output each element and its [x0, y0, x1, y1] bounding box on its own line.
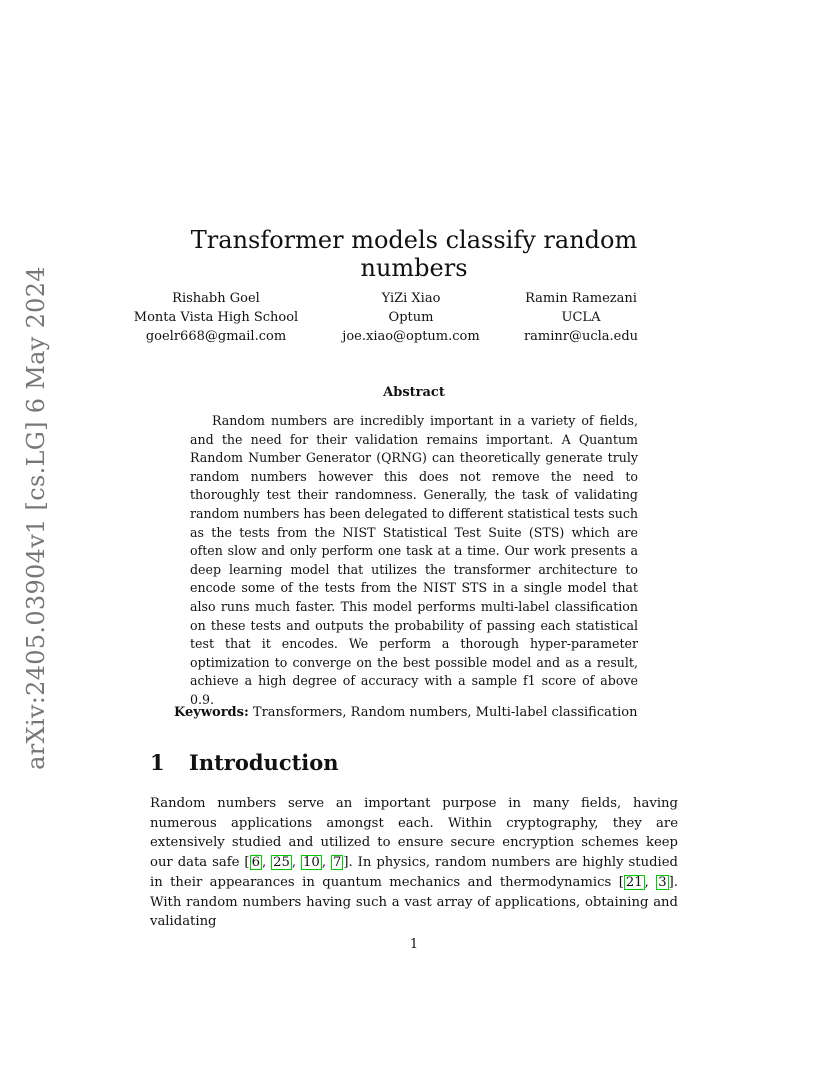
author-affiliation: UCLA: [561, 310, 601, 325]
intro-text-part-1: Random numbers serve an important purpose in many fields, having numerous applications amongst each. Within cryptography, they are extensively studied and utilized to ensure secure encryption schemes keep our data safe [: [150, 796, 678, 871]
author-affiliation: Optum: [388, 310, 434, 325]
abstract-text: Random numbers are incredibly important in a variety of fields, and the need for their validation remains important. A Quantum Random Number Generator (QRNG) can theoretically generate truly random numbers however this does not remove the need to thoroughly test their randomness. Generally, the task of validating random numbers has been delegated to different statistical tests such as the tests from the NIST Statistical Test Suite (STS) which are often slow and only perform one task at a time. Our work presents a deep learning model that utilizes the transformer architecture to encode some of the tests from the NIST STS in a single model that also runs much faster. This model performs multi-label classification on these tests and outputs the probability of passing each statistical test that it encodes. We perform a thorough hyper-parameter optimization to converge on the best possible model and as a result, achieve a high degree of accuracy with a sample f1 score of above 0.9.: [190, 413, 638, 707]
citation-link[interactable]: 7: [332, 855, 342, 871]
paper-title: Transformer models classify random numbers: [190, 226, 638, 282]
citation-link[interactable]: 10: [303, 855, 320, 871]
keywords-text: Transformers, Random numbers, Multi-label classification: [252, 705, 638, 720]
author-2: [342, 289, 479, 346]
introduction-paragraph: Random numbers serve an important purpose in many fields, having numerous applications amongst each. Within cryptography, they are extensively studied and utilized to ensure secure encryption schemes keep our data safe [ 6 , 25 , 10 , 7 ]. In physics, random numbers are highly studied in their appearances in quantum mechanics and thermodynamics [ 21 , 3 ]. With random numbers having such a vast array of applications, obtaining and validating: [150, 796, 678, 930]
citation-link[interactable]: 3: [658, 874, 667, 890]
author-3: [524, 289, 638, 346]
author-1: [134, 289, 298, 346]
keywords-line: [174, 704, 694, 722]
abstract-heading: Abstract: [383, 385, 445, 400]
author-email: joe.xiao@optum.com: [342, 329, 480, 344]
author-email: raminr@ucla.edu: [523, 329, 639, 344]
author-name: Ramin Ramezani: [525, 291, 637, 306]
section-title: Introduction: [189, 750, 339, 775]
keywords-label: Keywords:: [174, 705, 249, 720]
intro-text-part-2: ]. In physics, random numbers are highly studied in their appearances in quantum mechanics and thermodynamics [: [150, 855, 678, 890]
author-name: Rishabh Goel: [172, 291, 260, 306]
section-heading-introduction: [150, 750, 339, 775]
author-name: YiZi Xiao: [381, 291, 441, 306]
citation-link[interactable]: 21: [625, 874, 643, 890]
section-number: 1: [150, 750, 165, 775]
citation-link[interactable]: 25: [273, 855, 290, 871]
author-email: goelr668@gmail.com: [145, 329, 287, 344]
page-number: 1: [409, 937, 419, 952]
intro-text-part-3: ]. With random numbers having such a vast array of applications, obtaining and validating: [150, 874, 678, 930]
citation-link[interactable]: 6: [251, 855, 260, 871]
arxiv-identifier: arXiv:2405.03904v1 [cs.LG] 6 May 2024: [22, 266, 50, 770]
author-affiliation: Monta Vista High School: [133, 310, 299, 325]
